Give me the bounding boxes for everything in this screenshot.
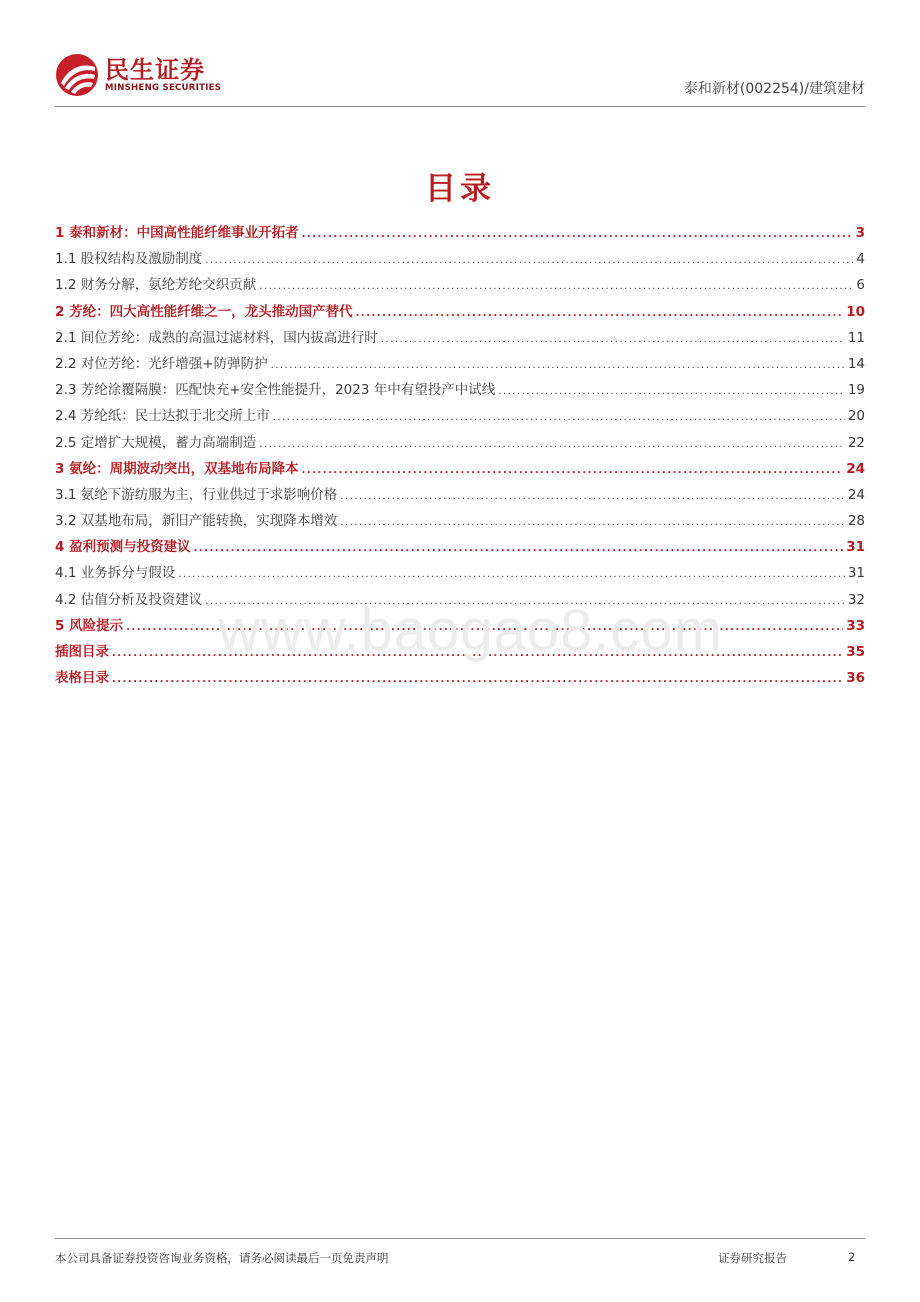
toc-entry-text[interactable]: 4 盈利预测与投资建议 — [55, 539, 191, 556]
toc-leader-dots — [302, 465, 844, 476]
toc-entry-text[interactable]: 2.4 芳纶纸：民士达拟于北交所上市 — [55, 408, 270, 425]
toc-entry-text[interactable]: 表格目录 — [55, 670, 109, 687]
toc-entry-text[interactable]: 1.1 股权结构及激励制度 — [55, 251, 203, 268]
toc-leader-dots — [271, 360, 845, 371]
toc-leader-dots — [356, 308, 844, 319]
toc-leader-dots — [259, 439, 845, 450]
toc-entry[interactable] — [55, 614, 865, 640]
toc-entry-text[interactable]: 2.1 间位芳纶：成熟的高温过滤材料，国内拔高进行时 — [55, 329, 378, 346]
toc-leader-dots — [259, 281, 853, 292]
toc-leader-dots — [302, 229, 853, 240]
toc-entry[interactable] — [55, 378, 865, 404]
toc-entry-text[interactable]: 2.3 芳纶涂覆隔膜：匹配快充+安全性能提升，2023 年中有望投产中试线 — [55, 382, 496, 399]
toc-entry-text[interactable]: 1 泰和新材：中国高性能纤维事业开拓者 — [55, 225, 299, 241]
page-header — [0, 0, 920, 108]
toc-entry[interactable] — [55, 509, 865, 535]
toc-entry-page[interactable]: 35 — [846, 644, 865, 660]
toc-entry-text[interactable]: 1.2 财务分解，氨纶芳纶交织贡献 — [55, 277, 257, 294]
toc-entry-text[interactable]: 3.1 氨纶下游纺服为主，行业供过于求影响价格 — [55, 486, 338, 503]
toc-entry[interactable] — [55, 273, 865, 299]
toc-entry-page[interactable]: 31 — [847, 565, 865, 582]
toc-leader-dots — [205, 255, 853, 266]
toc-entry-text[interactable]: 插图目录 — [55, 644, 109, 660]
toc-leader-dots — [340, 491, 845, 502]
toc-entry[interactable] — [55, 640, 865, 666]
toc-entry-page[interactable]: 22 — [847, 434, 865, 451]
toc-entry[interactable] — [55, 535, 865, 561]
toc-entry[interactable] — [55, 221, 865, 247]
toc-leader-dots — [273, 412, 845, 423]
toc-entry-text[interactable]: 2.2 对位芳纶：光纤增强+防弹防护 — [55, 355, 268, 372]
toc-entry[interactable] — [55, 300, 865, 326]
toc-entry-page[interactable]: 28 — [847, 513, 865, 530]
toc-leader-dots — [205, 596, 845, 607]
toc-entry-page[interactable]: 4 — [856, 251, 865, 268]
toc-entry-page[interactable]: 6 — [856, 277, 865, 294]
footer-divider — [55, 1238, 865, 1239]
toc-entry-page[interactable]: 14 — [847, 355, 865, 372]
footer-page-number: 2 — [848, 1250, 856, 1264]
toc-leader-dots — [112, 648, 843, 659]
toc-entry-page[interactable]: 32 — [847, 591, 865, 608]
toc-leader-dots — [178, 569, 845, 580]
table-of-contents — [55, 221, 865, 692]
toc-entry-page[interactable]: 20 — [847, 408, 865, 425]
watermark: www.baogao8.com — [218, 598, 724, 663]
toc-entry-page[interactable]: 3 — [855, 225, 865, 241]
logo-chinese-name: 民生证券 — [105, 55, 205, 84]
toc-entry[interactable] — [55, 326, 865, 352]
company-logo — [55, 52, 221, 98]
toc-entry-page[interactable]: 36 — [846, 670, 865, 687]
toc-leader-dots — [194, 543, 844, 554]
header-divider — [55, 106, 865, 107]
footer-disclaimer: 本公司具备证券投资咨询业务资格，请务必阅读最后一页免责声明 — [55, 1251, 389, 1265]
toc-entry-text[interactable]: 4.1 业务拆分与假设 — [55, 565, 176, 582]
toc-entry[interactable] — [55, 483, 865, 509]
toc-entry-page[interactable]: 11 — [847, 329, 865, 346]
toc-leader-dots — [340, 517, 845, 528]
footer-report-type: 证券研究报告 — [718, 1251, 787, 1265]
toc-entry-page[interactable]: 33 — [846, 617, 865, 634]
toc-entry-text[interactable]: 2.5 定增扩大规模，蓄力高端制造 — [55, 434, 257, 451]
toc-entry[interactable] — [55, 431, 865, 457]
toc-entry[interactable] — [55, 247, 865, 273]
toc-entry[interactable] — [55, 561, 865, 587]
toc-entry-text[interactable]: 4.2 估值分析及投资建议 — [55, 591, 203, 608]
toc-entry[interactable] — [55, 352, 865, 378]
toc-entry-page[interactable]: 31 — [846, 539, 865, 556]
logo-english-name: MINSHENG SECURITIES — [105, 82, 222, 93]
toc-leader-dots — [498, 386, 845, 397]
toc-entry-page[interactable]: 24 — [847, 486, 865, 503]
toc-entry[interactable] — [55, 666, 865, 692]
toc-entry-text[interactable]: 2 芳纶：四大高性能纤维之一，龙头推动国产替代 — [55, 303, 353, 320]
toc-title: 目录 — [425, 171, 495, 207]
toc-leader-dots — [112, 674, 843, 685]
toc-leader-dots — [126, 622, 843, 633]
toc-entry[interactable] — [55, 588, 865, 614]
toc-entry[interactable] — [55, 457, 865, 483]
company-stock-label: 泰和新材(002254)/建筑建材 — [683, 81, 865, 97]
toc-entry-text[interactable]: 3.2 双基地布局，新旧产能转换，实现降本增效 — [55, 513, 338, 530]
minsheng-logo-icon — [55, 53, 99, 97]
toc-entry[interactable] — [55, 404, 865, 430]
toc-entry-page[interactable]: 24 — [846, 460, 865, 477]
toc-entry-text[interactable]: 3 氨纶：周期波动突出，双基地布局降本 — [55, 460, 299, 477]
toc-entry-text[interactable]: 5 风险提示 — [55, 617, 124, 634]
toc-leader-dots — [381, 334, 845, 345]
toc-entry-page[interactable]: 19 — [847, 382, 865, 399]
toc-entry-page[interactable]: 10 — [846, 303, 865, 320]
